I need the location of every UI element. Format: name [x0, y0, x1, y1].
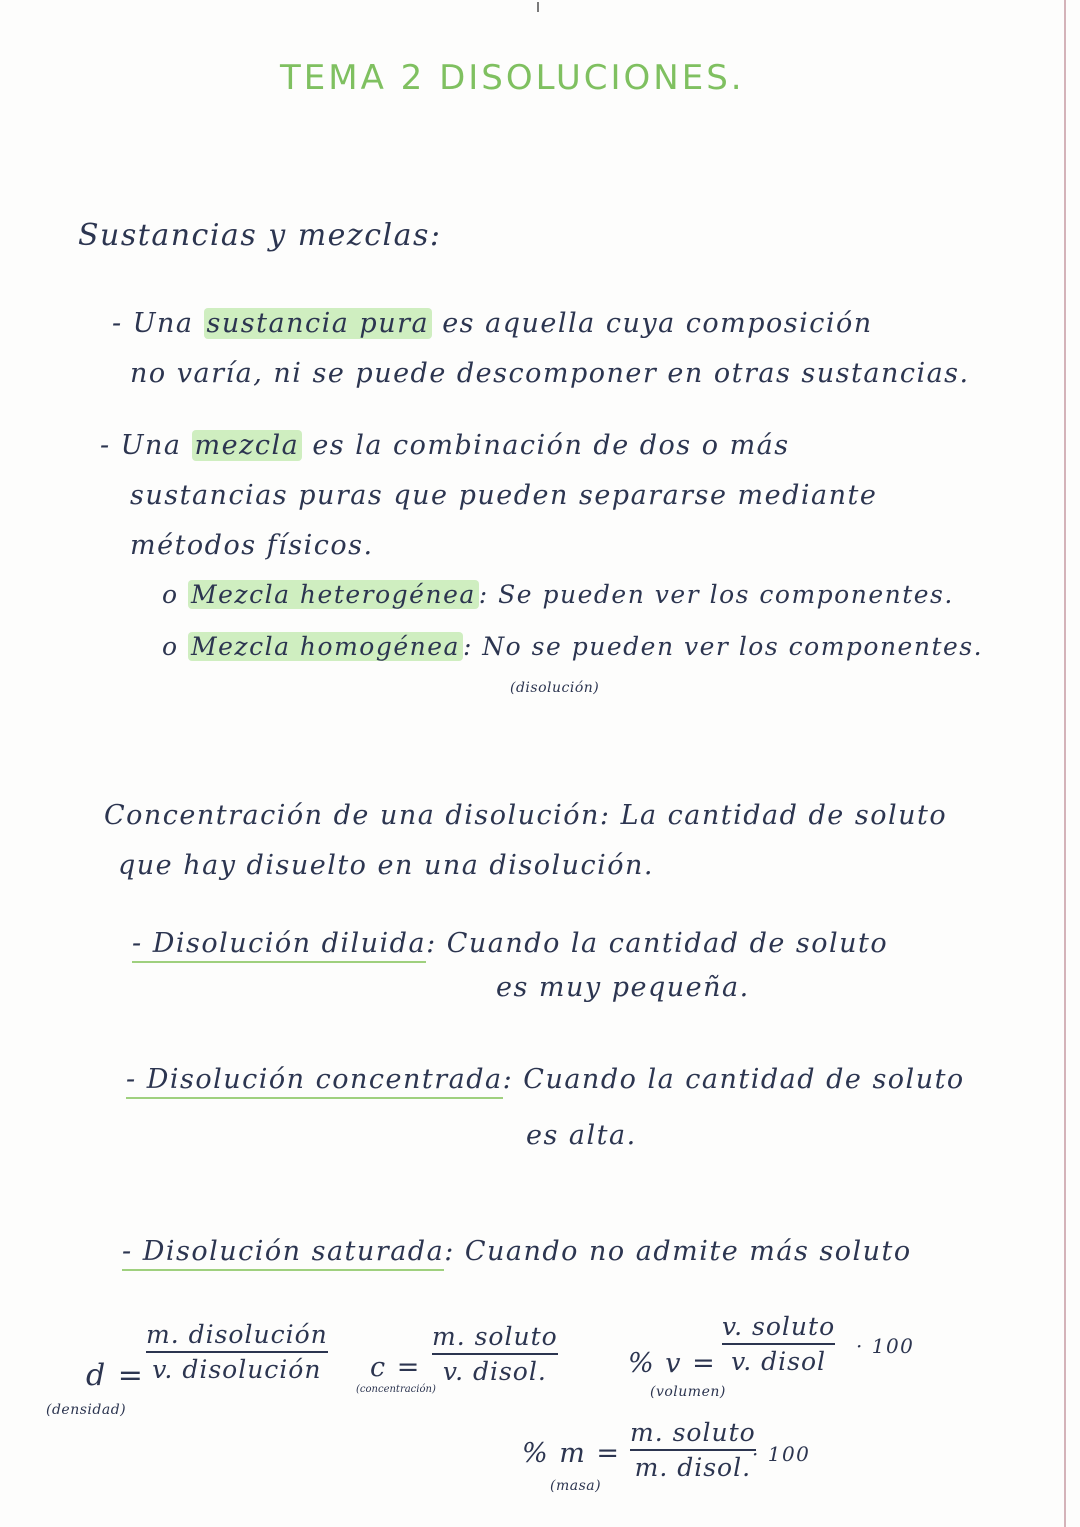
- term-mezcla-heterogenea: Mezcla heterogénea: [188, 580, 479, 609]
- definition-text: : Cuando la cantidad de soluto: [502, 1064, 965, 1095]
- percent-volume-multiplier: · 100: [856, 1334, 915, 1358]
- concentration-fraction: [432, 1322, 558, 1386]
- disolucion-diluida-line2: es muy pequeña.: [496, 972, 750, 1003]
- term-mezcla-homogenea: Mezcla homogénea: [188, 632, 463, 661]
- density-fraction: [146, 1320, 328, 1384]
- item-prefix: - Una: [112, 308, 194, 339]
- note-disolucion: (disolución): [510, 680, 600, 696]
- item-text: es la combinación de dos o más: [312, 430, 790, 461]
- percent-mass-numerator: m. soluto: [630, 1418, 756, 1447]
- sub-item-heterogenea: [162, 580, 954, 609]
- definition-text: : Cuando no admite más soluto: [444, 1236, 912, 1267]
- concentration-numerator: m. soluto: [432, 1322, 558, 1351]
- percent-mass-denominator: m. disol.: [634, 1453, 752, 1482]
- concentration-note: (concentración): [356, 1384, 436, 1395]
- term-sustancia-pura: sustancia pura: [204, 308, 433, 339]
- disolucion-saturada-line1: [122, 1236, 912, 1267]
- percent-volume-note: (volumen): [650, 1384, 726, 1400]
- term-disolucion-saturada: - Disolución saturada: [122, 1236, 444, 1271]
- sub-item-text: : No se pueden ver los componentes.: [462, 632, 984, 661]
- fraction-bar: [722, 1343, 835, 1345]
- term-mezcla: mezcla: [192, 430, 303, 461]
- term-disolucion-concentrada: - Disolución concentrada: [126, 1064, 503, 1099]
- concentracion-line1: Concentración de una disolución: La cantidad de soluto: [104, 800, 948, 831]
- percent-volume-lhs: % v =: [628, 1348, 717, 1379]
- margin-line: [1064, 0, 1066, 1527]
- percent-mass-note: (masa): [550, 1478, 602, 1494]
- term-disolucion-diluida: - Disolución diluida: [132, 928, 426, 963]
- concentracion-line2: que hay disuelto en una disolución.: [118, 850, 654, 881]
- density-numerator: m. disolución: [146, 1320, 328, 1349]
- paper-mark: [537, 2, 539, 12]
- item-sustancia-pura-line2: no varía, ni se puede descomponer en otras sustancias.: [130, 358, 970, 389]
- percent-mass-lhs: % m =: [522, 1438, 621, 1469]
- item-text: es aquella cuya composición: [442, 308, 873, 339]
- item-mezcla-line3: métodos físicos.: [130, 530, 374, 561]
- section-heading-sustancias: Sustancias y mezclas:: [78, 218, 442, 253]
- disolucion-concentrada-line1: [126, 1064, 965, 1095]
- fraction-bar: [630, 1449, 756, 1451]
- percent-volume-denominator: v. disol: [731, 1347, 827, 1376]
- bullet: o: [162, 632, 179, 661]
- item-sustancia-pura-line1: [112, 308, 873, 339]
- percent-volume-fraction: [722, 1312, 835, 1376]
- page-title: TEMA 2 DISOLUCIONES.: [280, 58, 745, 98]
- bullet: o: [162, 580, 179, 609]
- concentration-lhs: c =: [370, 1352, 421, 1383]
- density-denominator: v. disolución: [152, 1355, 322, 1384]
- sub-item-text: : Se pueden ver los componentes.: [478, 580, 954, 609]
- item-mezcla-line1: [100, 430, 790, 461]
- sub-item-homogenea: [162, 632, 983, 661]
- fraction-bar: [432, 1353, 558, 1355]
- fraction-bar: [146, 1351, 328, 1353]
- percent-mass-multiplier: · 100: [752, 1442, 811, 1466]
- percent-volume-numerator: v. soluto: [722, 1312, 836, 1341]
- disolucion-diluida-line1: [132, 928, 888, 959]
- disolucion-concentrada-line2: es alta.: [526, 1120, 637, 1151]
- percent-mass-fraction: [630, 1418, 756, 1482]
- density-note: (densidad): [46, 1402, 127, 1418]
- concentration-denominator: v. disol.: [442, 1357, 547, 1386]
- item-prefix: - Una: [100, 430, 182, 461]
- item-mezcla-line2: sustancias puras que pueden separarse mediante: [130, 480, 878, 511]
- definition-text: : Cuando la cantidad de soluto: [426, 928, 889, 959]
- density-lhs: d =: [86, 1358, 145, 1393]
